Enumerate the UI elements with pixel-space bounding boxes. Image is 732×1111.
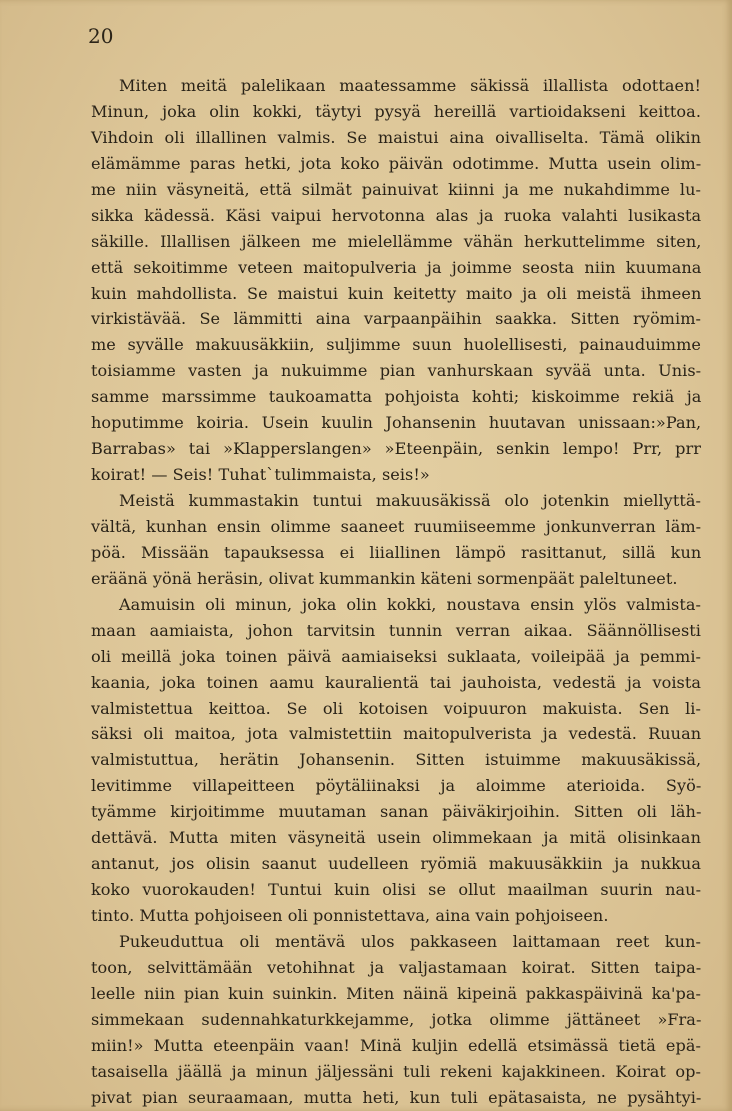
text-line: valmistettua keittoa. Se oli kotoisen voipuuron makuista. Sen li- bbox=[91, 698, 701, 718]
text-line: että sekoitimme veteen maitopulveria ja joimme seosta niin kuumana bbox=[91, 257, 702, 277]
text-line: miin!» Mutta eteenpäin vaan! Minä kuljin edellä etsimässä tietä epä- bbox=[91, 1035, 701, 1055]
text-line: antanut, jos olisin saanut uudelleen ryömiä makuusäkkiin ja nukkua bbox=[91, 854, 701, 874]
text-line: Meistä kummastakin tuntui makuusäkissä olo jotenkin miellyttä- bbox=[119, 491, 701, 510]
text-line: tyämme kirjoitimme muutaman sanan päiväkirjoihin. Sitten oli läh- bbox=[91, 802, 702, 822]
text-line: säksi oli maitoa, jota valmistettiin maitopulverista ja vedestä. Ruuan bbox=[91, 724, 702, 744]
text-line: elämämme paras hetki, jota koko päivän odotimme. Mutta usein olim- bbox=[91, 153, 702, 173]
text-line: virkistävää. Se lämmitti aina varpaanpäihin saakka. Sitten ryömim- bbox=[91, 309, 701, 329]
text-line: säkille. Illallisen jälkeen me mielellämme vähän herkuttelimme siten, bbox=[91, 231, 702, 251]
text-line: valmistuttua, herätin Johansenin. Sitten istuimme makuusäkissä, bbox=[91, 750, 702, 770]
text-line: Minun, joka olin kokki, täytyi pysyä hereillä vartioidakseni keittoa. bbox=[91, 101, 701, 121]
text-line: vältä, kunhan ensin olimme saaneet ruumiiseemme jonkunverran läm- bbox=[91, 516, 702, 536]
text-line: koko vuorokauden! Tuntui kuin olisi se ollut maailman suurin nau- bbox=[91, 880, 702, 900]
text-line: eräänä yönä heräsin, olivat kummankin käteni sormenpäät paleltuneet. bbox=[91, 568, 678, 588]
text-line: samme marssimme taukoamatta pohjoista kohti; kiskoimme rekiä ja bbox=[91, 387, 702, 407]
text-line: Aamuisin oli minun, joka olin kokki, noustava ensin ylös valmista- bbox=[119, 594, 701, 614]
text-line: koirat! — Seis! Tuhat`tulimmaista, seis!» bbox=[91, 465, 430, 485]
text-line: oli meillä joka toinen päivä aamiaiseksi suklaata, voileipää ja pemmi- bbox=[91, 646, 701, 666]
text-line: pivat pian seuraamaan, mutta heti, kun tuli epätasaista, ne pysähtyi- bbox=[91, 1087, 702, 1107]
text-line: tinto. Mutta pohjoiseen oli ponnistettava, aina vain pohjoiseen. bbox=[91, 906, 609, 925]
text-line: levitimme villapeitteen pöytäliinaksi ja aloimme aterioida. Syö- bbox=[91, 776, 702, 796]
text-line: kaania, joka toinen aamu kauralientä tai jauhoista, vedestä ja voista bbox=[91, 672, 701, 692]
text-line: maan aamiaista, johon tarvitsin tunnin verran aikaa. Säännöllisesti bbox=[91, 620, 701, 640]
text-line: kuin mahdollista. Se maistui kuin keitetty maito ja oli meistä ihmeen bbox=[91, 283, 702, 303]
text-line: leelle niin pian kuin suinkin. Miten näinä kipeinä pakkaspäivinä ka'pa- bbox=[91, 983, 701, 1003]
text-line: simmekaan sudennahkaturkkejamme, jotka olimme jättäneet »Fra- bbox=[91, 1009, 702, 1029]
text-line: tasaisella jäällä ja minun jäljessäni tuli rekeni kajakkineen. Koirat op- bbox=[91, 1061, 701, 1081]
text-line: Barrabas» tai »Klapperslangen» »Eteenpäin, senkin lempo! Prr, prr bbox=[91, 439, 701, 459]
text-line: Miten meitä palelikaan maatessamme säkissä illallista odottaen! bbox=[119, 76, 701, 95]
text-line: Vihdoin oli illallinen valmis. Se maistui aina oivalliselta. Tämä olikin bbox=[91, 127, 701, 147]
text-line: sikka kädessä. Käsi vaipui hervotonna alas ja ruoka valahti lusikasta bbox=[91, 205, 702, 225]
text-line: hoputimme koiria. Usein kuulin Johansenin huutavan unissaan:»Pan, bbox=[91, 413, 702, 433]
text-line: toon, selvittämään vetohihnat ja valjastamaan koirat. Sitten taipa- bbox=[91, 957, 702, 977]
body-text bbox=[91, 73, 701, 1111]
text-line: pöä. Missään tapauksessa ei liiallinen lämpö rasittanut, sillä kun bbox=[91, 542, 702, 562]
text-line: dettävä. Mutta miten väsyneitä usein olimmekaan ja mitä olisinkaan bbox=[91, 828, 701, 848]
text-line: Pukeuduttua oli mentävä ulos pakkaseen laittamaan reet kun- bbox=[119, 931, 701, 951]
text-line: toisiamme vasten ja nukuimme pian vanhurskaan syvää unta. Unis- bbox=[91, 361, 702, 381]
text-line: me syvälle makuusäkkiin, suljimme suun huolellisesti, painauduimme bbox=[91, 335, 701, 355]
text-line: me niin väsyneitä, että silmät painuivat kiinni ja me nukahdimme lu- bbox=[91, 179, 701, 199]
page-number: 20 bbox=[88, 24, 114, 48]
